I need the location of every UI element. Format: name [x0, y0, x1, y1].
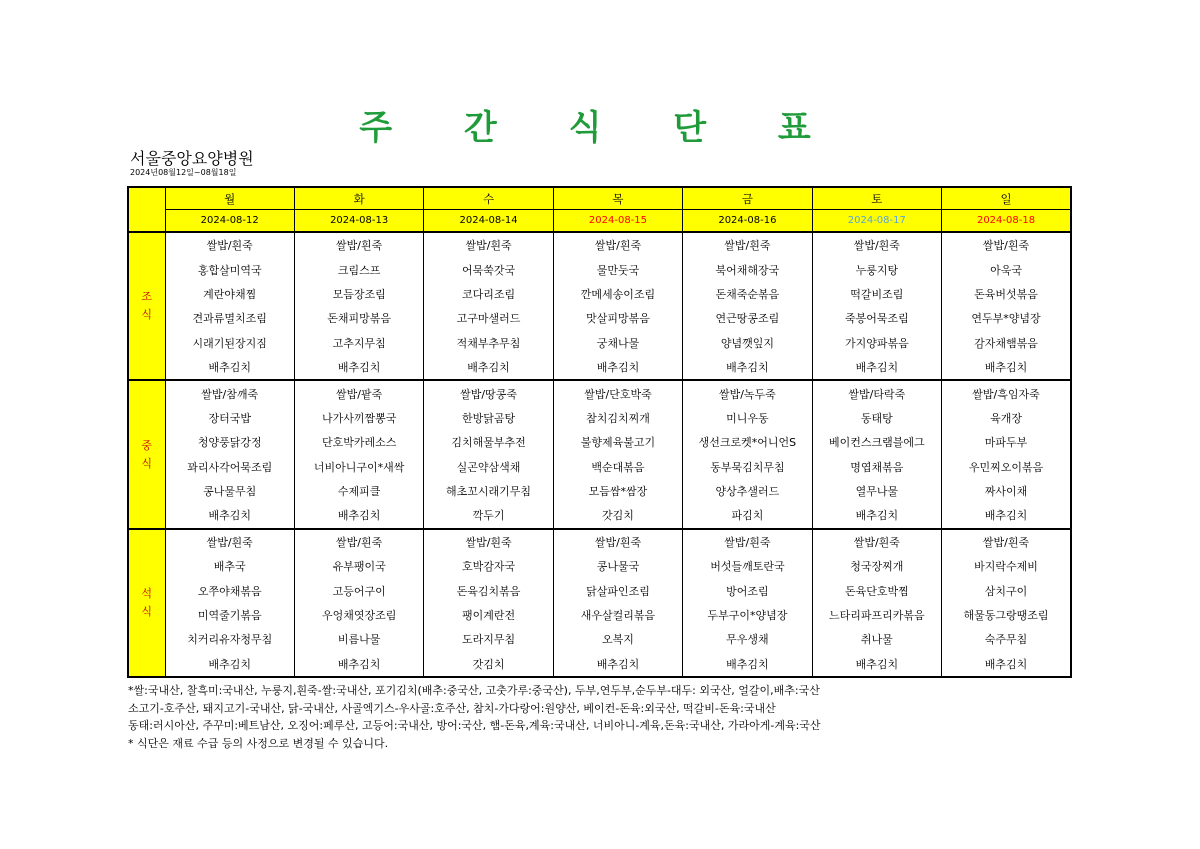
dish-cell: 쌀밥/흰죽: [294, 529, 423, 554]
dish-cell: 쌀밥/흰죽: [165, 232, 294, 257]
dish-cell: 김치해물부추전: [424, 430, 553, 454]
dish-cell: 배추국: [165, 554, 294, 578]
day-header: 월: [165, 187, 294, 210]
dish-cell: 두부구이*양념장: [683, 603, 812, 627]
dish-cell: 오복지: [553, 627, 682, 651]
dish-cell: 물만둣국: [553, 257, 682, 281]
dish-cell: 비름나물: [294, 627, 423, 651]
dish-cell: 쌀밥/흰죽: [424, 232, 553, 257]
dish-cell: 고구마샐러드: [424, 306, 553, 330]
dish-cell: 육개장: [942, 406, 1071, 430]
dish-cell: 어묵쑥갓국: [424, 257, 553, 281]
dish-cell: 쌀밥/흰죽: [942, 232, 1071, 257]
dish-cell: 해물동그랑땡조림: [942, 603, 1071, 627]
dish-cell: 배추김치: [812, 355, 941, 380]
dish-cell: 쌀밥/녹두죽: [683, 380, 812, 405]
dish-cell: 배추김치: [165, 503, 294, 528]
dish-cell: 쌀밥/흰죽: [424, 529, 553, 554]
menu-row: [128, 257, 1071, 281]
dish-cell: 배추김치: [942, 503, 1071, 528]
date-header: 2024-08-14: [424, 210, 553, 233]
dish-cell: 아욱국: [942, 257, 1071, 281]
dish-cell: 누룽지탕: [812, 257, 941, 281]
dish-cell: 돈육김치볶음: [424, 578, 553, 602]
dish-cell: 콩나물무침: [165, 479, 294, 503]
dish-cell: 배추김치: [294, 503, 423, 528]
menu-row: [128, 578, 1071, 602]
dish-cell: 콩나물국: [553, 554, 682, 578]
menu-row: [128, 554, 1071, 578]
date-header: 2024-08-12: [165, 210, 294, 233]
dish-cell: 수제피클: [294, 479, 423, 503]
dish-cell: 나가사끼짬뽕국: [294, 406, 423, 430]
dish-cell: 쌀밥/팥죽: [294, 380, 423, 405]
dish-cell: 청양풍닭강정: [165, 430, 294, 454]
dish-cell: 쌀밥/흰죽: [683, 529, 812, 554]
dish-cell: 우민찌오이볶음: [942, 455, 1071, 479]
dish-cell: 단호박카레소스: [294, 430, 423, 454]
note-line: 동태:러시아산, 주꾸미:베트남산, 오징어:페루산, 고등어:국내산, 방어:국산, 햄-돈육,계육:국내산, 너비아니-계육,돈육:국내산, 가라아게-계육:국산: [128, 719, 821, 732]
menu-row: [128, 406, 1071, 430]
dish-cell: 깍두기: [424, 503, 553, 528]
dish-cell: 바지락수제비: [942, 554, 1071, 578]
hospital-name: 서울중앙요양병원: [130, 149, 254, 168]
dish-cell: 짜사이채: [942, 479, 1071, 503]
dish-cell: 팽이계란전: [424, 603, 553, 627]
dish-cell: 해초꼬시래기무침: [424, 479, 553, 503]
dish-cell: 새우살컬리볶음: [553, 603, 682, 627]
meal-label-char: 중: [141, 438, 153, 452]
dish-cell: 무우생채: [683, 627, 812, 651]
dish-cell: 모듬쌈*쌈장: [553, 479, 682, 503]
dish-cell: 배추김치: [942, 355, 1071, 380]
day-header: 수: [424, 187, 553, 210]
dish-cell: 미역줄기볶음: [165, 603, 294, 627]
dish-cell: 호박감자국: [424, 554, 553, 578]
dish-cell: 쌀밥/타락죽: [812, 380, 941, 405]
dish-cell: 쌀밥/참깨죽: [165, 380, 294, 405]
dish-cell: 쌀밥/땅콩죽: [424, 380, 553, 405]
day-header: 화: [294, 187, 423, 210]
dish-cell: 마파두부: [942, 430, 1071, 454]
dish-cell: 배추김치: [165, 652, 294, 677]
menu-row: [128, 355, 1071, 380]
dish-cell: 배추김치: [294, 355, 423, 380]
dish-cell: 베이컨스크램블에그: [812, 430, 941, 454]
dish-cell: 깐메세송이조림: [553, 282, 682, 306]
dish-cell: 불향제육불고기: [553, 430, 682, 454]
dish-cell: 쌀밥/흰죽: [812, 232, 941, 257]
date-header: 2024-08-16: [683, 210, 812, 233]
meal-label-char: 식: [141, 604, 153, 618]
dish-cell: 느타리파프리카볶음: [812, 603, 941, 627]
dish-cell: 갓김치: [424, 652, 553, 677]
dish-cell: 삼치구이: [942, 578, 1071, 602]
meal-label: [128, 380, 165, 528]
dish-cell: 궁채나물: [553, 331, 682, 355]
dish-cell: 취나물: [812, 627, 941, 651]
dish-cell: 청국장찌개: [812, 554, 941, 578]
dish-cell: 계란야채찜: [165, 282, 294, 306]
dish-cell: 감자채햄볶음: [942, 331, 1071, 355]
dish-cell: 맛살피망볶음: [553, 306, 682, 330]
dish-cell: 배추김치: [165, 355, 294, 380]
day-header: 목: [553, 187, 682, 210]
menu-row: [128, 380, 1071, 405]
note-line: * 식단은 재료 수급 등의 사정으로 변경될 수 있습니다.: [128, 736, 389, 750]
dish-cell: 동부묵김치무침: [683, 455, 812, 479]
weekly-menu-table: [127, 186, 1072, 678]
dish-cell: 돈육단호박찜: [812, 578, 941, 602]
dish-cell: 배추김치: [424, 355, 553, 380]
dish-cell: 쌀밥/흰죽: [553, 232, 682, 257]
dish-cell: 견과류멸치조림: [165, 306, 294, 330]
dish-cell: 코다리조림: [424, 282, 553, 306]
dish-cell: 돈채피망볶음: [294, 306, 423, 330]
day-header: 토: [812, 187, 941, 210]
day-header: 금: [683, 187, 812, 210]
menu-row: [128, 627, 1071, 651]
dish-cell: 양념깻잎지: [683, 331, 812, 355]
dish-cell: 버섯들깨토란국: [683, 554, 812, 578]
dish-cell: 실곤약삼색채: [424, 455, 553, 479]
date-header: 2024-08-17: [812, 210, 941, 233]
meal-label-char: 식: [141, 456, 153, 470]
dish-cell: 치커리유자청무침: [165, 627, 294, 651]
dish-cell: 시래기된장지짐: [165, 331, 294, 355]
meal-label: [128, 529, 165, 677]
dish-cell: 한방닭곰탕: [424, 406, 553, 430]
dish-cell: 적채부추무침: [424, 331, 553, 355]
dish-cell: 백순대볶음: [553, 455, 682, 479]
menu-row: [128, 603, 1071, 627]
date-header-row: [128, 210, 1071, 233]
dish-cell: 숙주무침: [942, 627, 1071, 651]
menu-row: [128, 529, 1071, 554]
dish-cell: 돈채죽순볶음: [683, 282, 812, 306]
menu-row: [128, 503, 1071, 528]
dish-cell: 배추김치: [683, 355, 812, 380]
dish-cell: 크림스프: [294, 257, 423, 281]
dish-cell: 명엽채볶음: [812, 455, 941, 479]
dish-cell: 쌀밥/흰죽: [812, 529, 941, 554]
menu-row: [128, 232, 1071, 257]
dish-cell: 도라지무침: [424, 627, 553, 651]
menu-row: [128, 455, 1071, 479]
menu-body: [128, 232, 1071, 677]
date-header: 2024-08-15: [553, 210, 682, 233]
dish-cell: 배추김치: [683, 652, 812, 677]
dish-cell: 쌀밥/단호박죽: [553, 380, 682, 405]
dish-cell: 너비아니구이*새싹: [294, 455, 423, 479]
dish-cell: 떡갈비조림: [812, 282, 941, 306]
dish-cell: 배추김치: [553, 355, 682, 380]
note-line: *쌀:국내산, 찰흑미:국내산, 누룽지,흰죽-쌀:국내산, 포기김치(배추:중국산, 고춧가루:중국산), 두부,연두부,순두부-대두: 외국산, 얼갈이,배추:국산: [128, 684, 820, 697]
dish-cell: 배추김치: [942, 652, 1071, 677]
dish-cell: 홍합살미역국: [165, 257, 294, 281]
menu-row: [128, 652, 1071, 677]
dish-cell: 쌀밥/흰죽: [942, 529, 1071, 554]
dish-cell: 고등어구이: [294, 578, 423, 602]
menu-row: [128, 430, 1071, 454]
dish-cell: 연두부*양념장: [942, 306, 1071, 330]
menu-row: [128, 306, 1071, 330]
meal-label-char: 식: [141, 308, 153, 322]
dish-cell: 돈육버섯볶음: [942, 282, 1071, 306]
menu-row: [128, 331, 1071, 355]
day-header-row: [128, 187, 1071, 210]
dish-cell: 유부팽이국: [294, 554, 423, 578]
menu-row: [128, 282, 1071, 306]
day-header: 일: [942, 187, 1071, 210]
date-header: 2024-08-13: [294, 210, 423, 233]
dish-cell: 배추김치: [294, 652, 423, 677]
dish-cell: 방어조림: [683, 578, 812, 602]
dish-cell: 배추김치: [553, 652, 682, 677]
dish-cell: 미니우동: [683, 406, 812, 430]
dish-cell: 고추지무침: [294, 331, 423, 355]
dish-cell: 쌀밥/흰죽: [553, 529, 682, 554]
note-line: 소고기-호주산, 돼지고기-국내산, 닭-국내산, 사골엑기스-우사골:호주산, 참치-가다랑어:원양산, 베이컨-돈육:외국산, 떡갈비-돈육:국내산: [128, 701, 776, 715]
page-title: 주 간 식 단 표: [359, 108, 841, 148]
dish-cell: 북어채해장국: [683, 257, 812, 281]
meal-label-char: 조: [141, 290, 153, 304]
dish-cell: 죽봉어묵조림: [812, 306, 941, 330]
dish-cell: 장터국밥: [165, 406, 294, 430]
menu-period: 2024년08월12일~08월18일: [130, 168, 237, 177]
dish-cell: 동태탕: [812, 406, 941, 430]
dish-cell: 배추김치: [812, 503, 941, 528]
dish-cell: 파김치: [683, 503, 812, 528]
dish-cell: 생선크로켓*어니언S: [683, 430, 812, 454]
dish-cell: 연근땅콩조림: [683, 306, 812, 330]
dish-cell: 갓김치: [553, 503, 682, 528]
dish-cell: 배추김치: [812, 652, 941, 677]
dish-cell: 모듬장조림: [294, 282, 423, 306]
corner-cell: [128, 210, 165, 233]
dish-cell: 열무나물: [812, 479, 941, 503]
corner-cell: [128, 187, 165, 210]
dish-cell: 오쭈야채볶음: [165, 578, 294, 602]
dish-cell: 쌀밥/흰죽: [683, 232, 812, 257]
dish-cell: 쌀밥/흰죽: [165, 529, 294, 554]
dish-cell: 참치김치찌개: [553, 406, 682, 430]
dish-cell: 우엉채엿장조림: [294, 603, 423, 627]
dish-cell: 양상추샐러드: [683, 479, 812, 503]
meal-label: [128, 232, 165, 380]
dish-cell: 쌀밥/흰죽: [294, 232, 423, 257]
menu-row: [128, 479, 1071, 503]
origin-notes: [128, 682, 821, 752]
date-header: 2024-08-18: [942, 210, 1071, 233]
dish-cell: 가지양파볶음: [812, 331, 941, 355]
meal-label-char: 석: [141, 586, 153, 600]
dish-cell: 쌀밥/흑임자죽: [942, 380, 1071, 405]
dish-cell: 꽈리사각어묵조림: [165, 455, 294, 479]
dish-cell: 닭살파인조림: [553, 578, 682, 602]
